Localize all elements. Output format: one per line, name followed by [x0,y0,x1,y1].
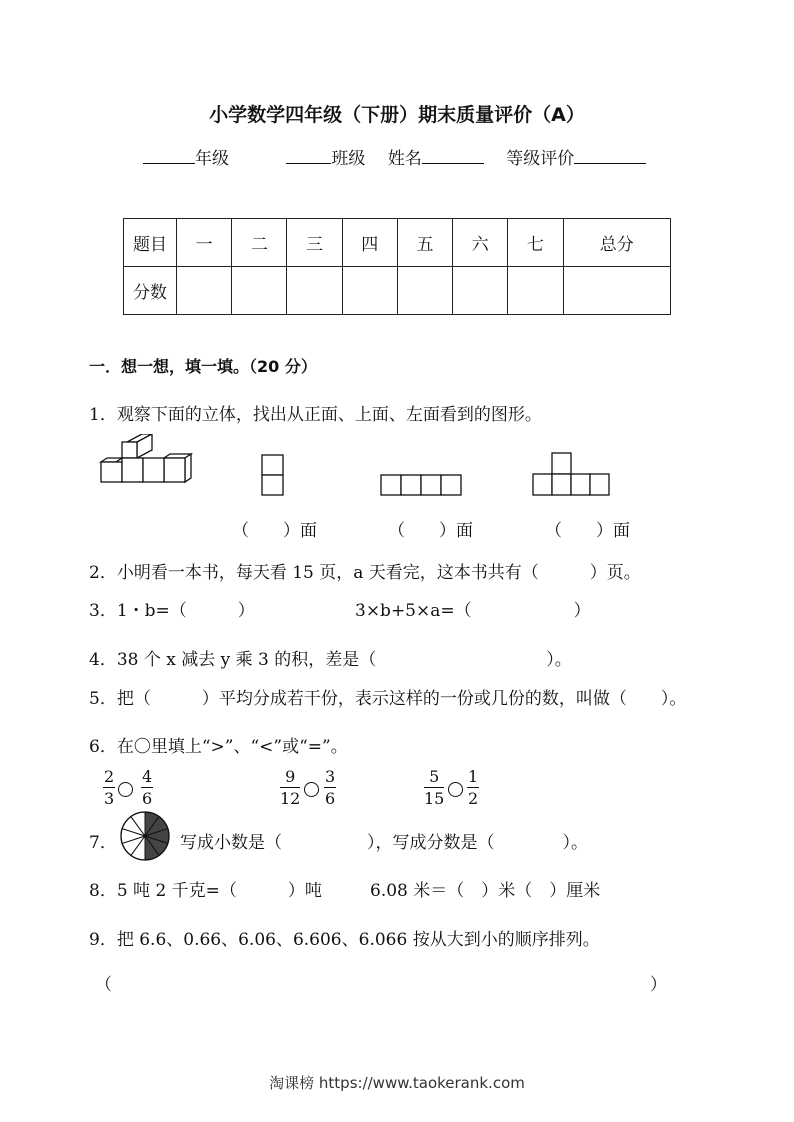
score-table-header-cell: 三 [287,219,342,267]
fraction [280,768,300,808]
score-table [123,218,671,315]
question-8a-text: 8．5 吨 2 千克=（ ）吨 [89,881,322,901]
view-figure-t-shape [532,452,612,496]
view-square [401,475,421,495]
score-cell[interactable] [287,267,342,315]
answer-close-paren[interactable]: ） [650,975,667,995]
score-cell[interactable] [508,267,563,315]
class-blank[interactable] [286,147,331,164]
score-table-header-cell: 一 [177,219,232,267]
score-table-header-cell: 五 [397,219,452,267]
view-square [552,453,571,474]
compare-circle[interactable] [304,782,319,797]
score-table-header-cell: 题目 [124,219,177,267]
view-square [262,475,283,495]
grade-blank[interactable] [143,147,195,164]
score-table-header-row [124,219,671,267]
fraction-denominator: 12 [280,789,301,808]
score-cell[interactable] [397,267,452,315]
score-table-row-label: 分数 [124,267,177,315]
cube-face [143,458,164,482]
fraction-numerator: 3 [325,767,336,786]
cube-face [185,454,191,482]
question-3b-text: 3×b+5×a=（ ） [355,601,591,621]
rating-label: 等级评价 [506,149,575,169]
question-7-text: 写成小数是（ ），写成分数是（ ）。 [180,833,588,853]
question-9-text: 9．把 6.6、0.66、6.06、6.606、6.066 按从大到小的顺序排列。 [89,930,600,950]
score-table-header-cell: 七 [508,219,563,267]
fraction [103,768,115,808]
footer-watermark: 淘课榜 https://www.taokerank.com [269,1074,525,1092]
question-3a-text: 3．1・b=（ ） [89,601,255,621]
rating-blank[interactable] [574,147,646,164]
question-2-text: 2．小明看一本书，每天看 15 页，a 天看完，这本书共有（ ）页。 [89,563,641,583]
score-table-header-cell: 总分 [563,219,670,267]
fraction-numerator: 1 [468,767,479,786]
cube-face [122,442,137,458]
fraction [141,768,153,808]
fraction-denominator: 15 [424,789,445,808]
view-answer-1[interactable]: （ ）面 [232,521,317,541]
view-square [571,474,590,495]
fraction-denominator: 6 [325,789,336,808]
cube-solid-figure [98,434,194,486]
shaded-circle-figure [119,810,171,862]
page-title: 小学数学四年级（下册）期末质量评价（A） [209,104,585,126]
score-cell[interactable] [232,267,287,315]
cube-face [164,458,185,482]
question-8b-text: 6.08 米＝（ ）米（ ）厘米 [370,881,601,901]
cube-face [101,462,122,482]
fraction-numerator: 9 [280,768,300,788]
score-cell[interactable] [177,267,232,315]
score-table-header-cell: 四 [342,219,397,267]
view-figure-row [380,474,462,496]
fraction-numerator: 2 [104,767,115,786]
fraction-numerator: 4 [142,767,153,786]
class-label: 班级 [331,149,366,169]
question-7-number: 7． [89,833,117,853]
cube-face [122,458,143,482]
view-square [381,475,401,495]
question-5-text: 5．把（ ）平均分成若干份，表示这样的一份或几份的数，叫做（ ）。 [89,689,687,709]
view-answer-2[interactable]: （ ）面 [388,521,473,541]
score-cell[interactable] [563,267,670,315]
score-cell[interactable] [342,267,397,315]
section-1-heading: 一．想一想，填一填。（20 分） [89,357,317,376]
view-square [533,474,552,495]
grade-label: 年级 [195,149,229,169]
view-figure-vertical [261,454,285,496]
fraction [467,768,479,808]
compare-circle[interactable] [118,782,133,797]
question-1-text: 1．观察下面的立体，找出从正面、上面、左面看到的图形。 [89,405,542,425]
score-table-header-cell: 六 [453,219,508,267]
view-square [262,455,283,475]
question-4-text: 4．38 个 x 减去 y 乘 3 的积，差是（ ）。 [89,650,572,670]
fraction [424,768,444,808]
question-6-text: 6．在〇里填上“>”、“<”或“=”。 [89,737,348,757]
fraction [324,768,336,808]
score-table-header-cell: 二 [232,219,287,267]
name-blank[interactable] [422,147,484,164]
score-table-score-row [124,267,671,315]
fraction-denominator: 3 [104,789,115,808]
view-answer-3[interactable]: （ ）面 [545,521,630,541]
fraction-denominator: 6 [142,789,153,808]
score-cell[interactable] [453,267,508,315]
view-square [441,475,461,495]
view-square [552,474,571,495]
view-square [421,475,441,495]
answer-open-paren[interactable]: （ [95,975,112,995]
view-square [590,474,609,495]
name-label: 姓名 [387,149,422,169]
fraction-denominator: 2 [468,789,479,808]
compare-circle[interactable] [448,782,463,797]
fraction-numerator: 5 [424,768,444,788]
student-info-line [143,144,646,169]
